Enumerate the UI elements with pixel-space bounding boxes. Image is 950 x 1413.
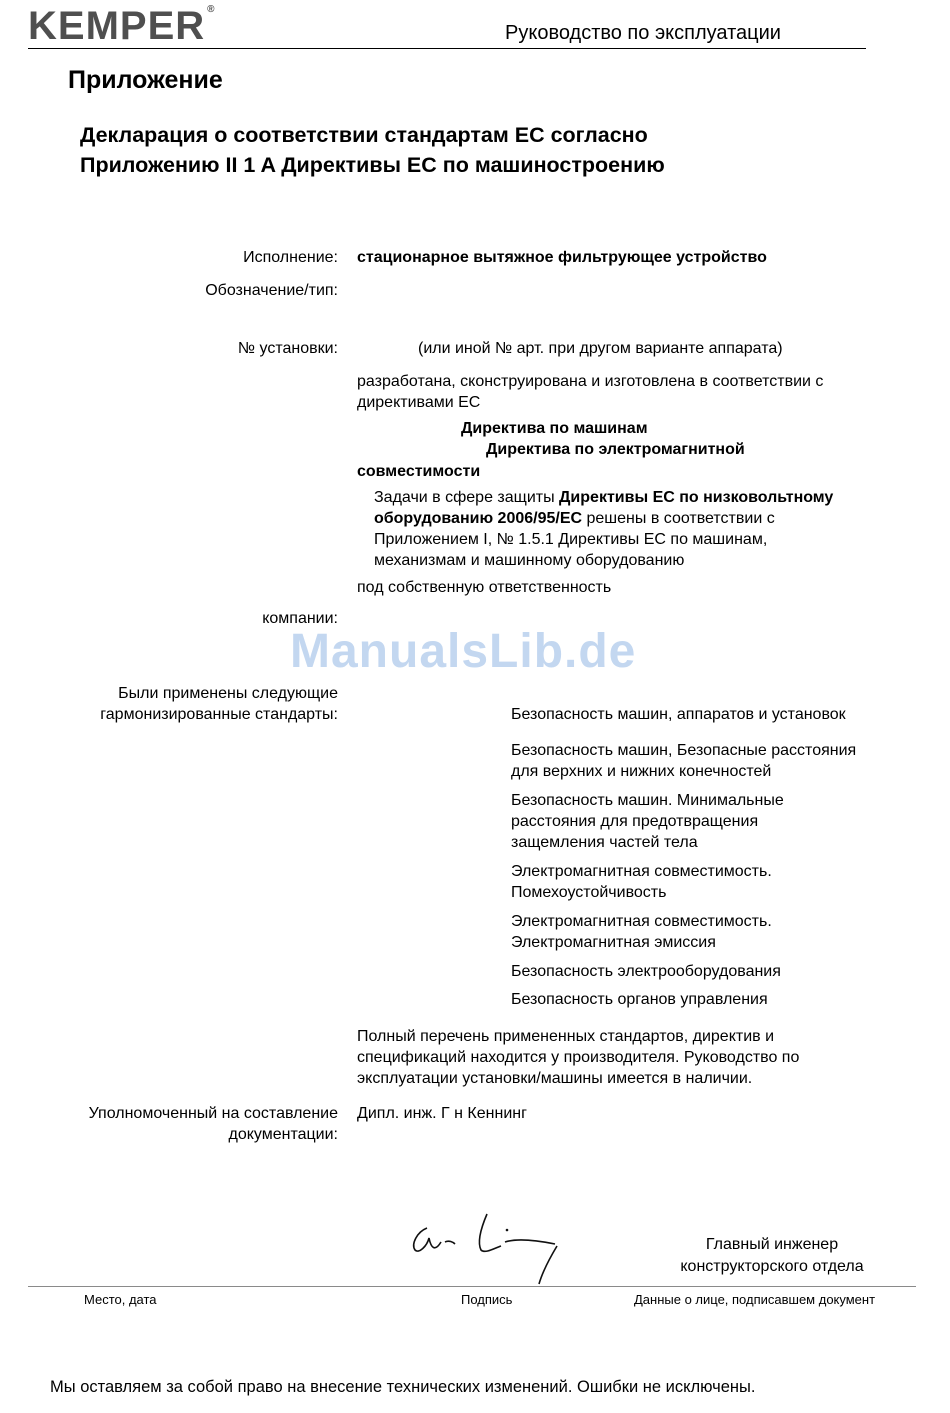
company-label: компании:: [262, 610, 338, 627]
directive-emc-line1: Директива по электромагнитной: [486, 441, 745, 458]
declaration-title: Декларация о соответствии стандартам ЕС согласно Приложению II 1 A Директивы ЕС по машиностроению: [80, 123, 665, 177]
authorized-label: Уполномоченный на составление документации:: [88, 1105, 338, 1143]
signer-position: Главный инженер конструкторского отдела: [680, 1236, 864, 1275]
type-label: Обозначение/тип:: [205, 282, 338, 299]
standard-item: Электромагнитная совместимость. Электромагнитная эмиссия: [511, 913, 772, 951]
standard-item: Безопасность машин, аппаратов и установок: [511, 706, 846, 723]
kemper-logo: KEMPER ®: [28, 4, 216, 48]
watermark: ManualsLib.de: [290, 625, 637, 678]
standard-item: Безопасность органов управления: [511, 991, 768, 1008]
standard-item: Безопасность машин. Минимальные расстояния для предотвращения защемления частей тела: [511, 792, 784, 851]
directive-machines: Директива по машинам: [461, 420, 648, 437]
execution-label: Исполнение:: [243, 249, 338, 266]
standard-item: Безопасность электрооборудования: [511, 963, 781, 980]
install-number-value: (или иной № арт. при другом варианте аппарата): [418, 340, 783, 357]
low-voltage-text: Задачи в сфере защиты Директивы ЕС по низковольтному оборудованию 2006/95/ЕС решены в соответствии с Приложением I, № 1.5.1 Директивы ЕС по машинам, механизмам и машинному оборудованию: [374, 489, 834, 569]
manual-title: Руководство по эксплуатации: [505, 22, 781, 44]
standard-item: Электромагнитная совместимость. Помехоустойчивость: [511, 863, 772, 901]
responsibility-text: под собственную ответственность: [357, 579, 612, 596]
install-number-label: № установки:: [237, 340, 338, 357]
handwritten-signature: [405, 1208, 565, 1288]
signature-caption: Подпись: [461, 1292, 513, 1307]
execution-value: стационарное вытяжное фильтрующее устройство: [357, 249, 767, 266]
authorized-value: Дипл. инж. Г н Кеннинг: [357, 1105, 527, 1122]
developed-text: разработана, сконструирована и изготовлена в соответствии с директивами ЕС: [357, 373, 824, 411]
standard-item: Безопасность машин, Безопасные расстояния для верхних и нижних конечностей: [511, 742, 857, 780]
full-list-text: Полный перечень примененных стандартов, директив и спецификаций находится у производителя. Руководство по эксплуатации установки/машины имеется в наличии.: [357, 1028, 800, 1087]
header-divider: [28, 48, 866, 49]
directive-emc-line2: совместимости: [357, 463, 481, 480]
place-date-caption: Место, дата: [84, 1292, 157, 1307]
signer-data-caption: Данные о лице, подписавшем документ: [634, 1292, 876, 1307]
section-title: Приложение: [68, 66, 223, 94]
signature-divider: [28, 1286, 916, 1287]
footer-disclaimer: Мы оставляем за собой право на внесение технических изменений. Ошибки не исключены.: [50, 1378, 756, 1396]
standards-label: Были применены следующие гармонизированные стандарты:: [100, 685, 338, 723]
